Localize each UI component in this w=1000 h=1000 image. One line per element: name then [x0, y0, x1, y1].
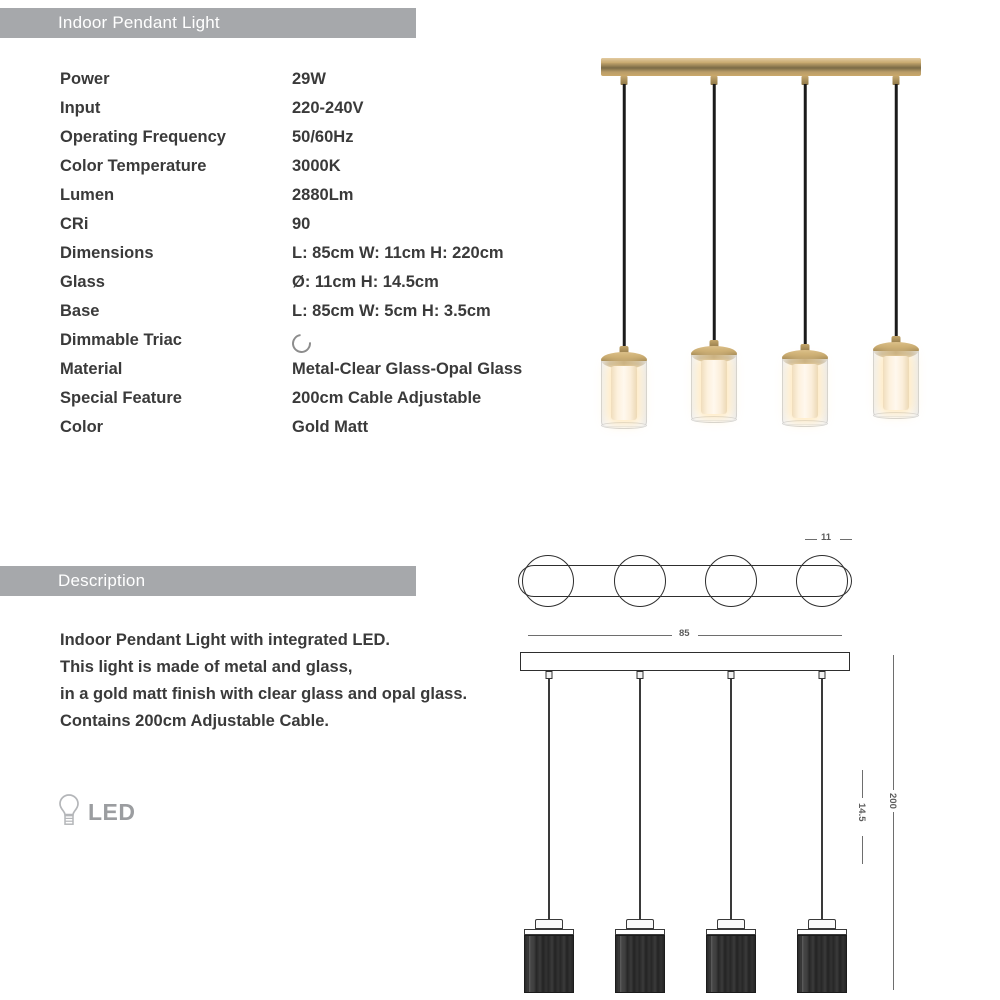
spec-label: Color — [60, 418, 104, 436]
plan-length-line-right — [698, 635, 842, 636]
description-section-header — [0, 566, 416, 596]
spec-value: 3000K — [292, 157, 341, 175]
table-row — [60, 99, 580, 128]
elevation-nipple — [819, 671, 826, 679]
elevation-shade-cap — [535, 919, 563, 929]
bulb-icon — [57, 793, 81, 832]
table-row — [60, 273, 580, 302]
table-row — [60, 389, 580, 418]
suspension-cable — [895, 84, 898, 342]
spec-value: Ø: 11cm H: 14.5cm — [292, 273, 439, 291]
plan-lamp-circle — [614, 555, 666, 607]
table-row — [60, 418, 580, 447]
suspension-cable — [804, 84, 807, 350]
table-row — [60, 331, 580, 360]
elevation-cable — [639, 679, 641, 921]
spec-value: L: 85cm W: 11cm H: 220cm — [292, 244, 504, 262]
plan-width-tick-left — [805, 539, 817, 540]
spec-value — [292, 331, 311, 358]
shade-height-label: 14.5 — [856, 800, 867, 825]
spec-label: Base — [60, 302, 100, 320]
description-line: Contains 200cm Adjustable Cable. — [60, 712, 329, 730]
spec-label: CRi — [60, 215, 89, 233]
elevation-shade-body — [615, 935, 665, 993]
opal-inner-glass — [611, 366, 637, 420]
elevation-base-bar — [520, 652, 850, 671]
plan-lamp-circle — [705, 555, 757, 607]
spec-label: Dimmable Triac — [60, 331, 182, 349]
plan-length-label: 85 — [676, 628, 693, 639]
opal-inner-glass — [883, 356, 909, 410]
product-photo — [588, 40, 960, 440]
spec-label: Material — [60, 360, 123, 378]
spec-value: Gold Matt — [292, 418, 369, 436]
spec-value: 29W — [292, 70, 326, 88]
elevation-cable — [821, 679, 823, 921]
spec-label: Power — [60, 70, 110, 88]
shade-height-line-bottom — [862, 836, 863, 864]
specs-section-header — [0, 8, 416, 38]
spec-label: Lumen — [60, 186, 115, 204]
table-row — [60, 302, 580, 331]
led-badge — [57, 793, 136, 832]
suspension-cable — [623, 84, 626, 352]
elevation-cable — [548, 679, 550, 921]
spec-label: Glass — [60, 273, 105, 291]
elevation-nipple — [637, 671, 644, 679]
elevation-shade-cap — [626, 919, 654, 929]
spec-value: 2880Lm — [292, 186, 354, 204]
elevation-cable — [730, 679, 732, 921]
elevation-nipple — [546, 671, 553, 679]
ceiling-mount-bar — [601, 58, 921, 76]
total-height-line — [893, 655, 894, 990]
plan-width-label: 11 — [818, 532, 834, 543]
opal-inner-glass — [792, 364, 818, 418]
elevation-shade-body — [797, 935, 847, 993]
description-title: Description — [58, 571, 146, 590]
table-row — [60, 70, 580, 99]
led-label: LED — [88, 799, 136, 825]
plan-length-line-left — [528, 635, 672, 636]
table-row — [60, 215, 580, 244]
dimmer-circle-icon — [288, 330, 315, 357]
table-row — [60, 360, 580, 389]
suspension-cable — [713, 84, 716, 346]
elevation-nipple — [728, 671, 735, 679]
specifications-table — [60, 70, 580, 447]
description-line: Indoor Pendant Light with integrated LED. — [60, 631, 390, 649]
elevation-shade-cap — [717, 919, 745, 929]
spec-label: Dimensions — [60, 244, 154, 262]
spec-label: Input — [60, 99, 101, 117]
plan-lamp-circle — [796, 555, 848, 607]
spec-label: Special Feature — [60, 389, 182, 407]
plan-width-tick-right — [840, 539, 852, 540]
plan-lamp-circle — [522, 555, 574, 607]
description-line: This light is made of metal and glass, — [60, 658, 353, 676]
spec-value: 90 — [292, 215, 311, 233]
description-line: in a gold matt finish with clear glass and opal glass. — [60, 685, 468, 703]
spec-label: Operating Frequency — [60, 128, 226, 146]
spec-value: 220-240V — [292, 99, 364, 117]
spec-value: 50/60Hz — [292, 128, 354, 146]
opal-inner-glass — [701, 360, 727, 414]
elevation-shade-cap — [808, 919, 836, 929]
table-row — [60, 128, 580, 157]
spec-value: 200cm Cable Adjustable — [292, 389, 482, 407]
spec-label: Color Temperature — [60, 157, 207, 175]
table-row — [60, 186, 580, 215]
elevation-shade-body — [706, 935, 756, 993]
total-height-label: 200 — [887, 790, 898, 812]
technical-drawings — [500, 520, 970, 990]
table-row — [60, 244, 580, 273]
spec-value: Metal-Clear Glass-Opal Glass — [292, 360, 523, 378]
page-title: Indoor Pendant Light — [58, 13, 220, 32]
spec-value: L: 85cm W: 5cm H: 3.5cm — [292, 302, 491, 320]
shade-height-line-top — [862, 770, 863, 798]
table-row — [60, 157, 580, 186]
elevation-shade-body — [524, 935, 574, 993]
